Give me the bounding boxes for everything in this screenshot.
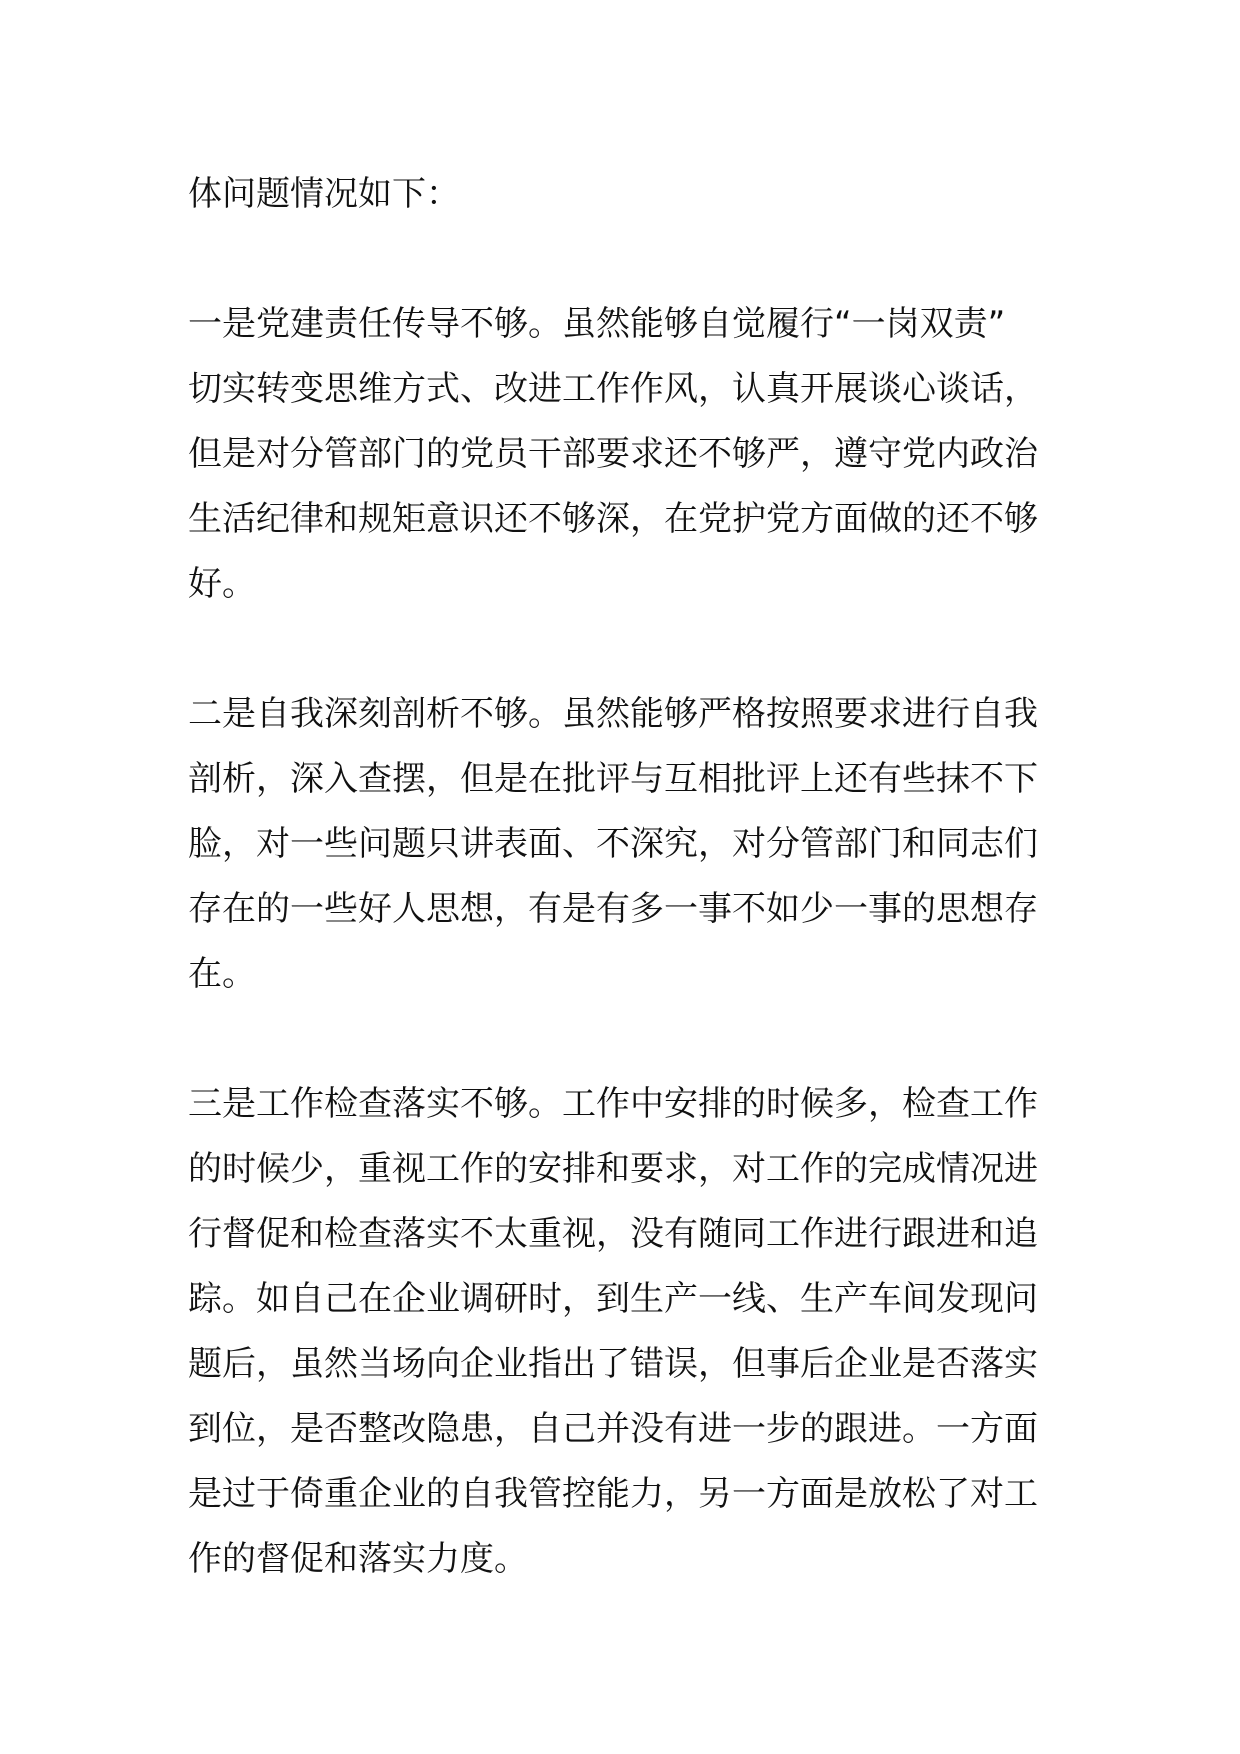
text-line: 一是党建责任传导不够。虽然能够自觉履行“一岗双责” xyxy=(188,304,1006,344)
text-line: 但是对分管部门的党员干部要求还不够严，遵守党内政治 xyxy=(188,434,1038,474)
paragraph-work-inspection xyxy=(188,1072,1058,1592)
text-line: 生活纪律和规矩意识还不够深，在党护党方面做的还不够 xyxy=(188,499,1038,539)
text-line: 脸，对一些问题只讲表面、不深究，对分管部门和同志们 xyxy=(188,824,1038,864)
text-line: 存在的一些好人思想，有是有多一事不如少一事的思想存 xyxy=(188,889,1038,929)
text-line: 好。 xyxy=(188,564,256,604)
text-line: 体问题情况如下： xyxy=(188,174,460,214)
text-line: 剖析，深入查摆，但是在批评与互相批评上还有些抹不下 xyxy=(188,759,1038,799)
paragraph-self-analysis xyxy=(188,682,1058,1007)
paragraph-intro xyxy=(188,162,1058,227)
text-line: 二是自我深刻剖析不够。虽然能够严格按照要求进行自我 xyxy=(188,694,1038,734)
document-body xyxy=(188,162,1058,1592)
text-line: 题后，虽然当场向企业指出了错误，但事后企业是否落实 xyxy=(188,1344,1038,1384)
text-line: 在。 xyxy=(188,954,256,994)
text-line: 是过于倚重企业的自我管控能力，另一方面是放松了对工 xyxy=(188,1474,1038,1514)
text-line: 行督促和检查落实不太重视，没有随同工作进行跟进和追 xyxy=(188,1214,1038,1254)
text-line: 踪。如自己在企业调研时，到生产一线、生产车间发现问 xyxy=(188,1279,1038,1319)
text-line: 到位，是否整改隐患，自己并没有进一步的跟进。一方面 xyxy=(188,1409,1038,1449)
paragraph-party-responsibility xyxy=(188,292,1058,617)
text-line: 三是工作检查落实不够。工作中安排的时候多，检查工作 xyxy=(188,1084,1038,1124)
text-line: 的时候少，重视工作的安排和要求，对工作的完成情况进 xyxy=(188,1149,1038,1189)
text-line: 作的督促和落实力度。 xyxy=(188,1539,528,1579)
text-line: 切实转变思维方式、改进工作作风，认真开展谈心谈话， xyxy=(188,369,1038,409)
